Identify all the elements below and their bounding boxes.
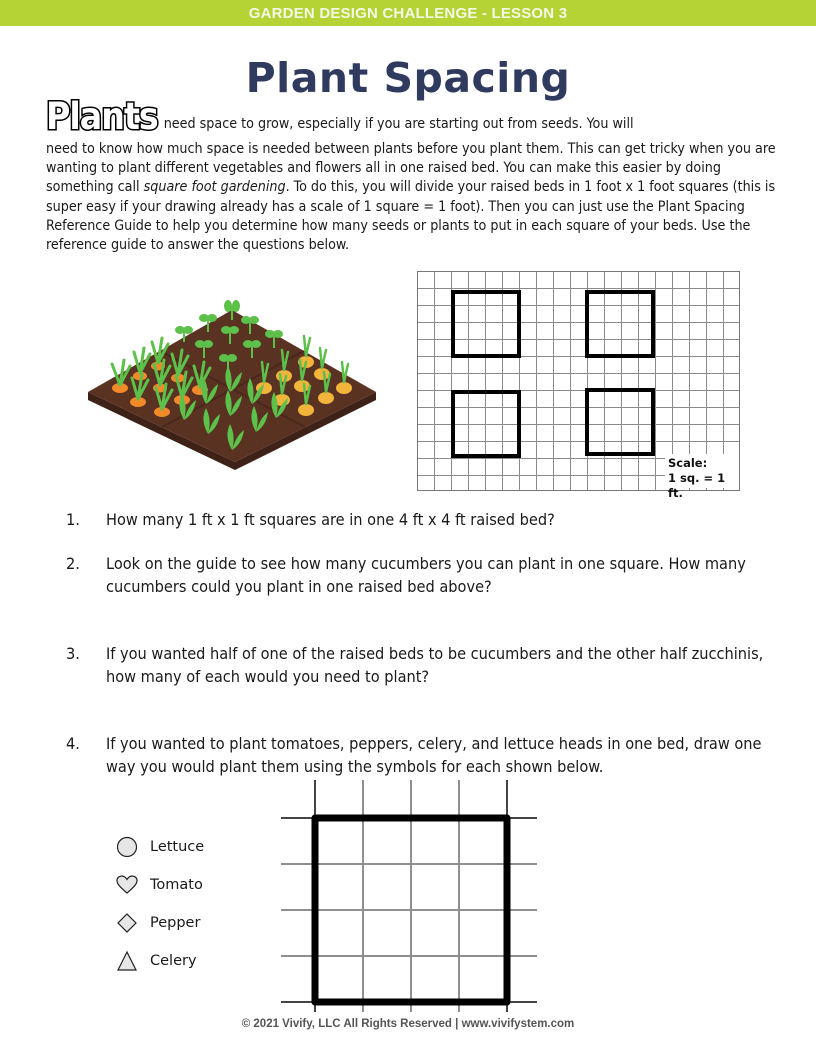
circle-icon [116, 836, 138, 858]
question-text: How many 1 ft x 1 ft squares are in one 4 ft x 4 ft raised bed? [106, 510, 555, 529]
question-number: 4. [66, 734, 80, 753]
legend-item-celery [116, 942, 276, 980]
question-text: If you wanted half of one of the raised beds to be cucumbers and the other half zucchinis, how many of each would you need to plant? [106, 644, 764, 686]
plants-decorative-word: Plants [46, 95, 158, 138]
scale-label-line1: Scale: [668, 456, 708, 470]
triangle-icon [116, 950, 138, 972]
legend-label: Lettuce [150, 839, 205, 855]
lesson-banner: GARDEN DESIGN CHALLENGE - LESSON 3 [0, 0, 816, 26]
garden-bed-illustration [80, 292, 390, 472]
copyright-footer: © 2021 Vivify, LLC All Rights Reserved | www.vivifystem.com [241, 1018, 575, 1030]
question-1 [66, 509, 766, 532]
legend-label: Tomato [150, 877, 203, 893]
page-title: Plant Spacing [245, 54, 571, 102]
symbol-legend [116, 828, 276, 980]
legend-label: Celery [150, 953, 197, 969]
intro-body-part2: . To do this, you will divide your raised beds in 1 foot x 1 foot squares (this is super easy if your drawing already has a scale of 1 square = 1 foot). Then you can just use the Plant Spacing Reference Guide to help you determine how many seeds or plants to put in each square of your beds. Use the reference guide to answer the questions below. [46, 179, 776, 254]
question-3 [66, 643, 766, 688]
legend-item-lettuce [116, 828, 276, 866]
garden-bed-svg [80, 292, 390, 472]
scale-label-line2: 1 sq. = 1 ft. [668, 471, 726, 500]
legend-item-tomato [116, 866, 276, 904]
raised-bed-1 [451, 290, 521, 358]
intro-body [46, 140, 776, 255]
intro-lead-text: need space to grow, especially if you are starting out from seeds. You will [163, 115, 634, 132]
intro-body-part1: need to know how much space is needed between plants before you plant them. This can get tricky when you are wanting to plant different vegetables and flowers all in one raised bed. You can make this easier by doing something call [46, 141, 776, 196]
raised-bed-3 [451, 390, 521, 458]
raised-bed-2 [585, 290, 655, 358]
question-number: 3. [66, 644, 80, 663]
question-2 [66, 553, 766, 598]
drawing-bed-grid[interactable] [281, 780, 537, 1012]
legend-label: Pepper [150, 915, 201, 931]
intro-lead-line [46, 95, 776, 138]
intro-emphasis: square foot gardening [143, 179, 286, 196]
raised-bed-grid-figure [417, 271, 740, 500]
question-text: If you wanted to plant tomatoes, peppers, celery, and lettuce heads in one bed, draw one way you would plant them using the symbols for each shown below. [106, 734, 762, 776]
question-4 [66, 733, 766, 778]
question-text: Look on the guide to see how many cucumbers you can plant in one square. How many cucumbers could you plant in one raised bed above? [106, 554, 746, 596]
diamond-icon [116, 912, 138, 934]
scale-label [665, 454, 739, 500]
question-number: 2. [66, 554, 80, 573]
question-number: 1. [66, 510, 80, 529]
legend-item-pepper [116, 904, 276, 942]
raised-bed-4 [585, 388, 655, 456]
intro-paragraph [46, 95, 776, 255]
heart-icon [116, 874, 138, 896]
